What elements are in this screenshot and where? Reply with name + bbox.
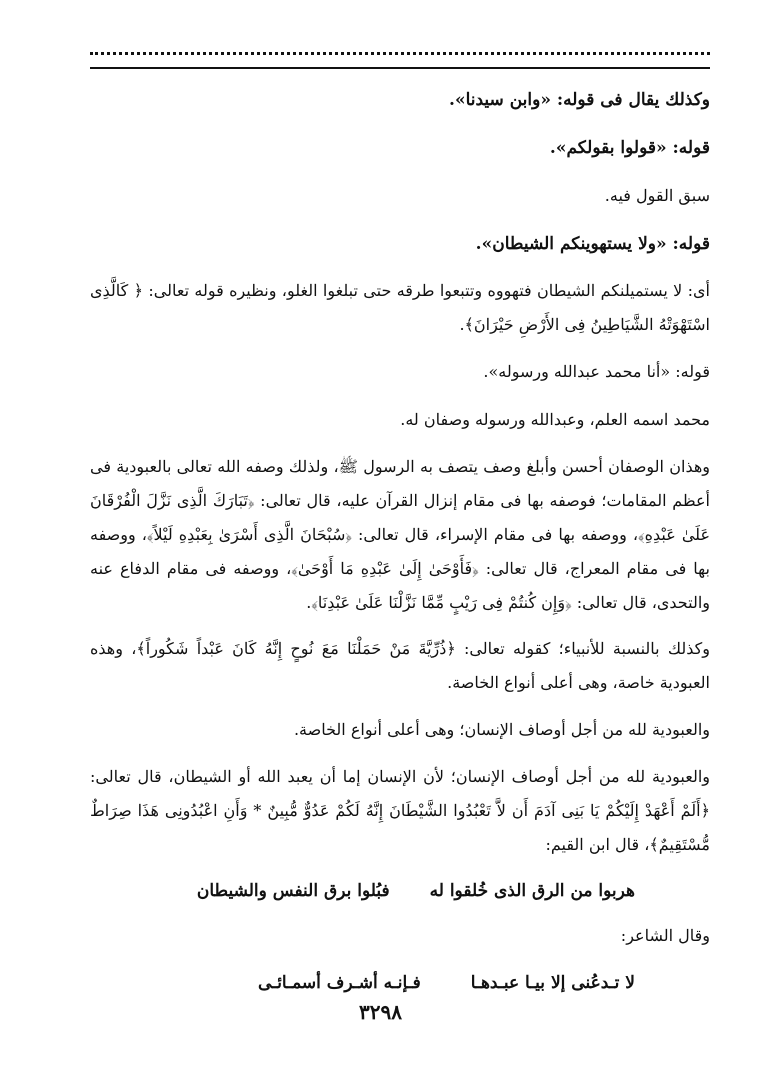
paragraph-9: وكذلك بالنسبة للأنبياء؛ كقوله تعالى: ﴿ذُرِّيَّةَ مَنْ حَمَلْنَا مَعَ نُوحٍ إِنَّهُ كَانَ عَبْداً شَكُوراً﴾، وهذه العبودية خاصة، وهى أعلى أنواع الخاصة.	[90, 639, 710, 692]
paragraph-4: قوله: «ولا يستهوينكم الشيطان».	[475, 234, 710, 254]
verse-1-first-hemistich: هربوا من الرق الذى خُلقوا له	[429, 881, 635, 901]
paragraph-10: والعبودية لله من أجل أوصاف الإنسان؛ وهى أعلى أنواع الخاصة.	[293, 720, 710, 739]
verse-2-first-hemistich: لا تـدعُنى إلا بيـا عبـدهـا	[470, 973, 635, 993]
paragraph-2: قوله: «قولوا بقولكم».	[549, 138, 710, 158]
verse-1	[90, 874, 710, 908]
page-body	[90, 82, 710, 1010]
paragraph-11: والعبودية لله من أجل أوصاف الإنسان؛ لأن الإنسان إما أن يعبد الله أو الشيطان، قال تعالى: ﴿أَلَمْ أَعْهَدْ إِلَيْكُمْ يَا بَنِى آدَمَ أَن لاَّ تَعْبُدُوا الشَّيْطَانَ إِنَّهُ لَكُمْ عَدُوٌّ مُّبِينٌ * وَأَنِ اعْبُدُونِى هَذَا صِرَاطٌ مُّسْتَقِيمٌ﴾، قال ابن القيم:	[90, 767, 711, 854]
verse-2-second-hemistich: فـإنـه أشـرف أسمـائـى	[258, 973, 421, 993]
page-number: ٣٢٩٨	[359, 1000, 402, 1024]
paragraph-12: وقال الشاعر:	[620, 926, 710, 945]
paragraph-1: وكذلك يقال فى قوله: «وابن سيدنا».	[449, 90, 710, 110]
paragraph-8: وهذان الوصفان أحسن وأبلغ وصف يتصف به الرسول ﷺ، ولذلك وصفه الله تعالى بالعبودية فى أعظم المقامات؛ فوصفه بها فى مقام إنزال القرآن عليه، قال تعالى: ﴿تَبَارَكَ الَّذِى نَزَّلَ الْفُرْقَانَ عَلَىٰ عَبْدِهِ﴾، ووصفه بها فى مقام الإسراء، قال تعالى: ﴿سُبْحَانَ الَّذِى أَسْرَىٰ بِعَبْدِهِ لَيْلاً﴾، ووصفه بها فى مقام المعراج، قال تعالى: ﴿فَأَوْحَىٰ إِلَىٰ عَبْدِهِ مَا أَوْحَىٰ﴾، ووصفه فى مقام الدفاع عنه والتحدى، قال تعالى: ﴿وَإِن كُنتُمْ فِى رَيْبٍ مِّمَّا نَزَّلْنَا عَلَىٰ عَبْدِنَا﴾.	[90, 457, 710, 612]
header-dotted-rule	[90, 52, 710, 55]
paragraph-7: محمد اسمه العلم، وعبدالله ورسوله وصفان له.	[400, 410, 710, 429]
verse-2	[90, 966, 710, 1000]
paragraph-6: قوله: «أنا محمد عبدالله ورسوله».	[483, 362, 710, 381]
paragraph-3: سبق القول فيه.	[604, 186, 710, 205]
verse-1-second-hemistich: فبُلوا برق النفس والشيطان	[196, 881, 390, 901]
paragraph-5: أى: لا يستميلنكم الشيطان فتهووه وتتبعوا طرقه حتى تبلغوا الغلو، ونظيره قوله تعالى: ﴿ كَالَّذِى اسْتَهْوَتْهُ الشَّيَاطِينُ فِى الأَرْضِ حَيْرَانَ﴾.	[90, 281, 711, 334]
header-solid-rule	[90, 67, 710, 69]
